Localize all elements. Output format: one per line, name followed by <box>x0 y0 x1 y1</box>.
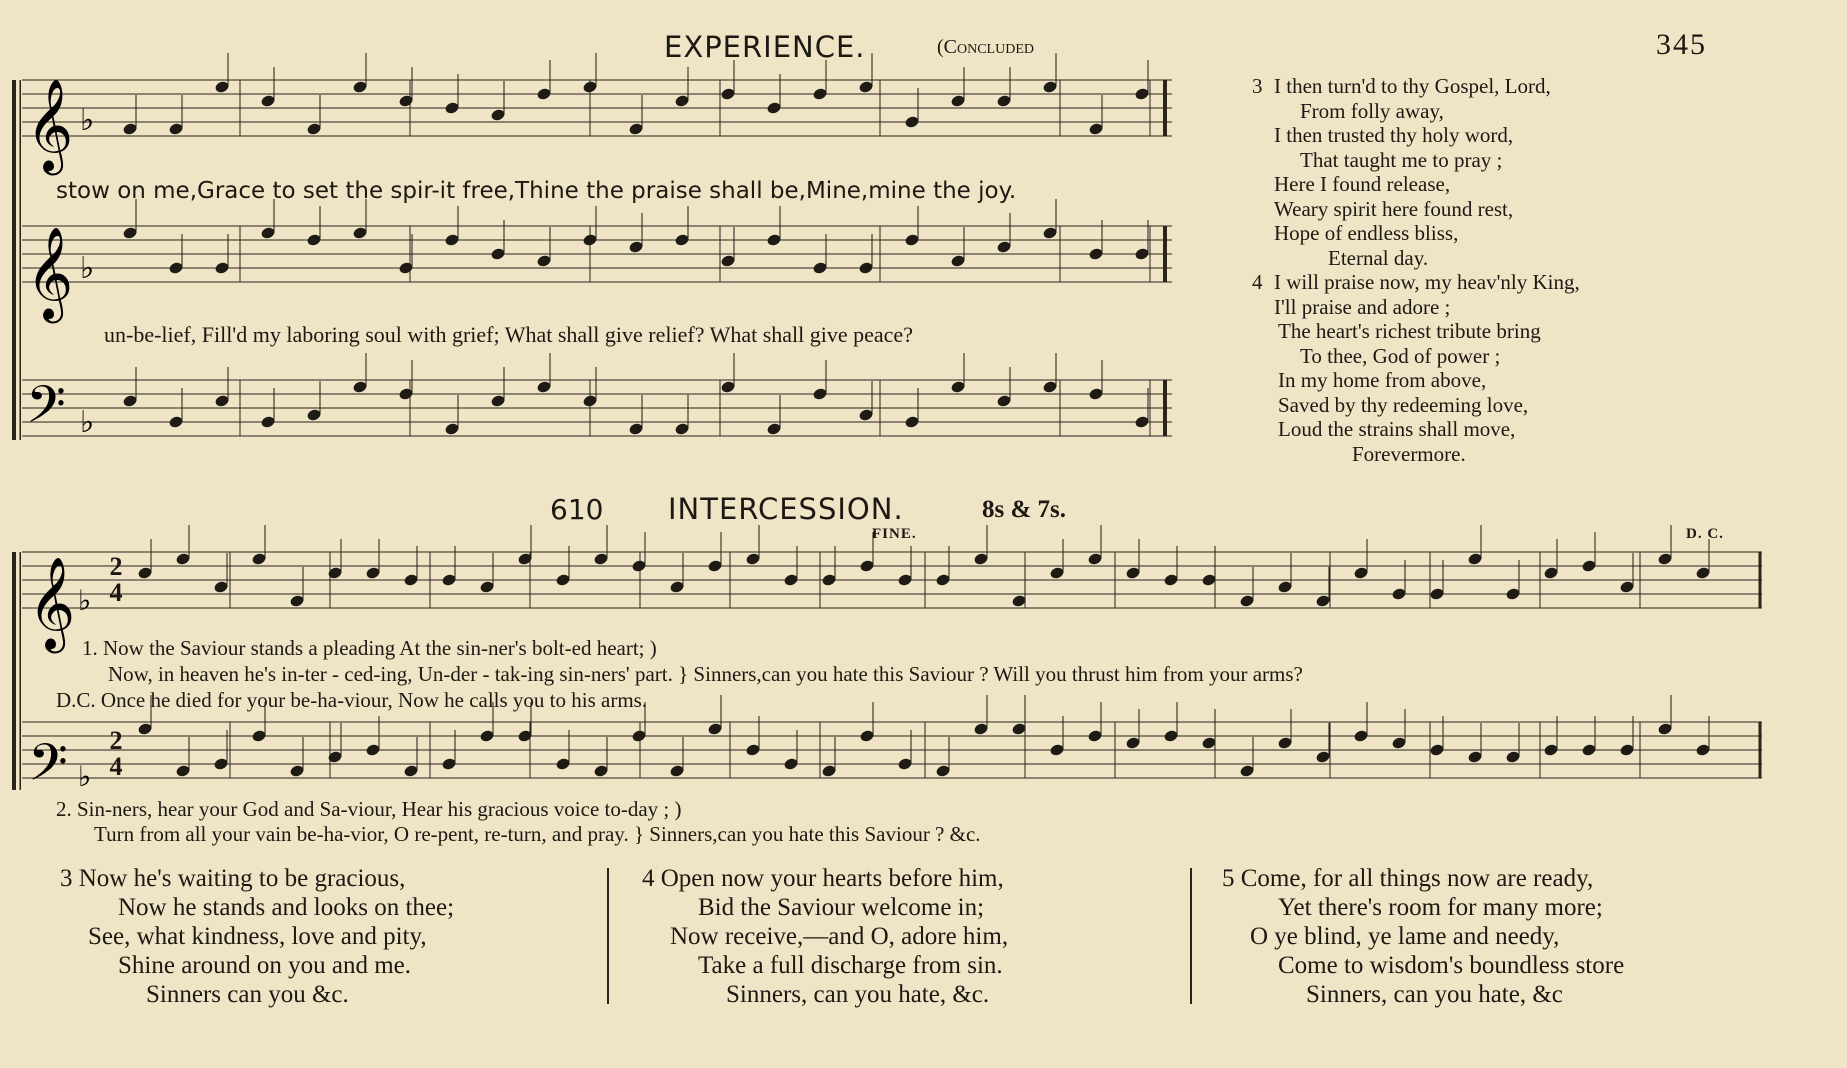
experience-verse-4 <box>1252 270 1580 466</box>
hymn-meter: 8s & 7s. <box>982 496 1067 523</box>
time-signature-top: 2 <box>109 552 123 581</box>
experience-lyric-line-2: un-be-lief, Fill'd my laboring soul with grief; What shall give relief? What shall give peace? <box>104 322 913 347</box>
bass-clef-icon: 𝄢 <box>28 732 68 805</box>
time-signature-bottom: 4 <box>109 752 123 781</box>
verse-number-4: 4 <box>1252 270 1263 294</box>
flat-sign-icon: ♭ <box>80 103 95 138</box>
verse-line: In my home from above, <box>1278 368 1487 392</box>
page-number: 345 <box>1656 28 1707 61</box>
time-signature-bottom: 4 <box>109 578 123 607</box>
stanza-5 <box>1222 864 1624 1009</box>
verse-line: I then trusted thy holy word, <box>1274 123 1514 147</box>
stanza-line: Take a full discharge from sin. <box>698 952 1003 979</box>
treble-clef-icon: 𝄞 <box>28 556 76 649</box>
stanza-line: Shine around on you and me. <box>118 952 412 979</box>
verse-number-3: 3 <box>1252 74 1263 98</box>
verse-line: Eternal day. <box>1328 245 1429 270</box>
stanza-line: 5 Come, for all things now are ready, <box>1222 865 1594 892</box>
stanza-line: Sinners, can you hate, &c. <box>726 981 990 1008</box>
time-signature-treble <box>104 554 128 606</box>
dc-mark: D. C. <box>1686 526 1724 542</box>
flat-sign-icon: ♭ <box>80 251 95 286</box>
verse-line: Forevermore. <box>1352 441 1466 466</box>
stanza-line: 4 Open now your hearts before him, <box>642 865 1004 892</box>
stanza-line: Sinners, can you hate, &c <box>1306 981 1563 1008</box>
verse-line: That taught me to pray ; <box>1300 147 1503 172</box>
verse-line: I'll praise and adore ; <box>1274 294 1451 319</box>
stanza-line: Now he stands and looks on thee; <box>118 894 455 921</box>
stanza-divider <box>607 868 609 1004</box>
time-signature-bass <box>104 728 128 780</box>
page-title: EXPERIENCE. <box>664 30 866 64</box>
flat-sign-icon: ♭ <box>80 405 95 440</box>
flat-sign-icon: ♭ <box>78 584 92 617</box>
verse-line: To thee, God of power ; <box>1300 343 1501 368</box>
stanza-divider <box>1190 868 1192 1004</box>
verse-line: The heart's richest tribute bring <box>1278 319 1541 343</box>
fine-mark: FINE. <box>872 526 917 542</box>
verse-line: Hope of endless bliss, <box>1274 221 1459 245</box>
bass-clef-icon: 𝄢 <box>26 374 66 447</box>
treble-clef-icon: 𝄞 <box>26 78 74 171</box>
verse-line: Here I found release, <box>1274 172 1451 196</box>
stanza-3 <box>60 864 454 1009</box>
stanza-line: Come to wisdom's boundless store <box>1278 952 1625 979</box>
lyric-verse-2-line-b: Turn from all your vain be-ha-vior, O re-pent, re-turn, and pray. } Sinners,can you hate this Saviour ? &c. <box>94 822 981 846</box>
treble-clef-icon: 𝄞 <box>26 226 74 319</box>
verse-line: From folly away, <box>1300 98 1444 123</box>
experience-notes <box>122 53 1150 436</box>
flat-sign-icon: ♭ <box>78 760 92 793</box>
experience-lyric-line-1: stow on me,Grace to set the spir-it free,Thine the praise shall be,Mine,mine the joy. <box>56 178 1017 204</box>
time-signature-top: 2 <box>109 726 123 755</box>
experience-staves <box>22 80 1172 436</box>
verse-line: I then turn'd to thy Gospel, Lord, <box>1274 74 1551 98</box>
stanza-line: Yet there's room for many more; <box>1278 894 1603 921</box>
experience-verse-3 <box>1252 74 1551 270</box>
lyric-verse-1-line-a: 1. Now the Saviour stands a pleading At the sin-ner's bolt-ed heart; ) <box>82 636 657 660</box>
verse-line: Saved by thy redeeming love, <box>1278 392 1529 417</box>
lyric-verse-1-line-b: Now, in heaven he's in-ter - ced-ing, Un-der - tak-ing sin-ners' part. } Sinners,can you hate this Saviour ? Will you thrust him from your arms? <box>108 662 1303 686</box>
lyric-verse-2-line-a: 2. Sin-ners, hear your God and Sa-viour, Hear his gracious voice to-day ; ) <box>56 797 682 821</box>
stanza-line: Sinners can you &c. <box>146 981 349 1008</box>
verse-line: Weary spirit here found rest, <box>1274 196 1514 221</box>
hymn-title: INTERCESSION. <box>668 492 904 526</box>
stanza-line: O ye blind, ye lame and needy, <box>1250 923 1560 950</box>
verse-line: I will praise now, my heav'nly King, <box>1274 270 1580 294</box>
stanza-line: 3 Now he's waiting to be gracious, <box>60 865 406 892</box>
stanza-line: See, what kindness, love and pity, <box>88 923 427 950</box>
page-subtitle: (Concluded <box>937 36 1034 58</box>
verse-line: Loud the strains shall move, <box>1278 417 1516 441</box>
stanza-4 <box>642 864 1008 1009</box>
stanza-line: Now receive,—and O, adore him, <box>670 923 1009 950</box>
lyric-dc-line: D.C. Once he died for your be-ha-viour, Now he calls you to his arms. <box>56 688 648 712</box>
stanza-line: Bid the Saviour welcome in; <box>698 894 985 921</box>
hymn-number: 610 <box>550 493 604 526</box>
